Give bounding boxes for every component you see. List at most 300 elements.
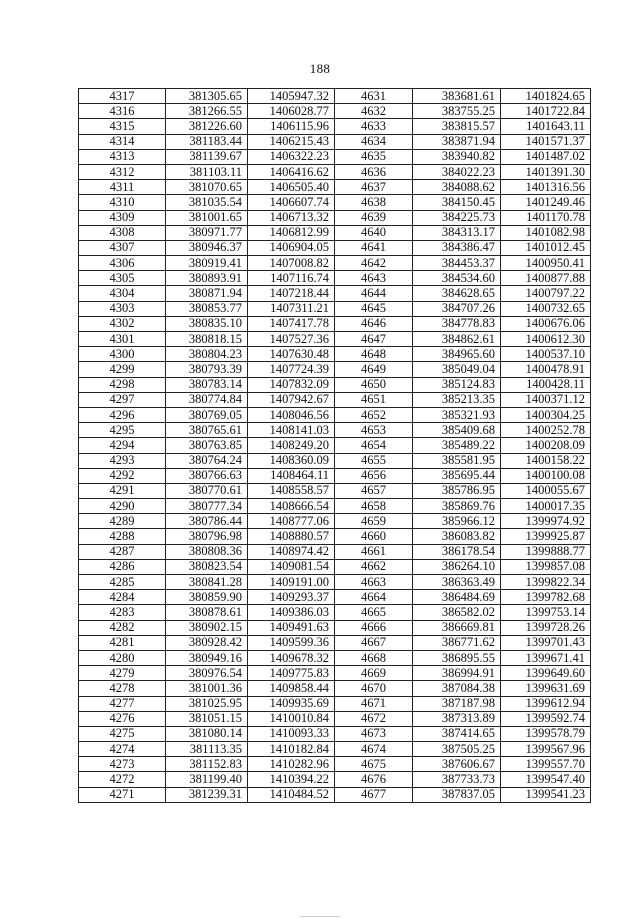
table-row xyxy=(79,787,591,802)
table-cell-y-b: 1400371.12 xyxy=(501,392,591,407)
table-cell-point-a: 4310 xyxy=(79,195,166,210)
table-row xyxy=(79,347,591,362)
table-cell-x-a: 381051.15 xyxy=(166,711,248,726)
table-cell-x-a: 381266.55 xyxy=(166,104,248,119)
table-cell-x-a: 380859.90 xyxy=(166,590,248,605)
table-row xyxy=(79,757,591,772)
table-cell-x-b: 384150.45 xyxy=(413,195,501,210)
table-cell-y-b: 1400252.78 xyxy=(501,423,591,438)
table-cell-point-a: 4284 xyxy=(79,590,166,605)
table-cell-x-b: 384386.47 xyxy=(413,240,501,255)
table-cell-x-b: 386264.10 xyxy=(413,559,501,574)
page-number: 188 xyxy=(309,61,331,76)
table-cell-point-b: 4648 xyxy=(335,347,413,362)
table-cell-point-b: 4631 xyxy=(335,89,413,104)
table-cell-y-b: 1401391.30 xyxy=(501,164,591,179)
table-cell-point-b: 4645 xyxy=(335,301,413,316)
table-row xyxy=(79,499,591,514)
table-cell-x-a: 380818.15 xyxy=(166,332,248,347)
table-cell-x-b: 385321.93 xyxy=(413,407,501,422)
table-cell-x-a: 381183.44 xyxy=(166,134,248,149)
table-row xyxy=(79,271,591,286)
table-row xyxy=(79,362,591,377)
table-cell-x-b: 386484.69 xyxy=(413,590,501,605)
table-cell-y-b: 1399671.41 xyxy=(501,650,591,665)
table-cell-x-b: 386895.55 xyxy=(413,650,501,665)
table-cell-x-a: 380764.24 xyxy=(166,453,248,468)
table-cell-y-b: 1399612.94 xyxy=(501,696,591,711)
table-cell-point-b: 4656 xyxy=(335,468,413,483)
table-row xyxy=(79,104,591,119)
table-cell-x-b: 384862.61 xyxy=(413,332,501,347)
table-cell-point-a: 4292 xyxy=(79,468,166,483)
table-cell-point-b: 4677 xyxy=(335,787,413,802)
table-cell-point-a: 4304 xyxy=(79,286,166,301)
table-cell-point-a: 4306 xyxy=(79,256,166,271)
table-cell-y-b: 1401487.02 xyxy=(501,149,591,164)
table-cell-y-a: 1409678.32 xyxy=(248,650,335,665)
table-cell-x-b: 386178.54 xyxy=(413,544,501,559)
table-cell-point-b: 4642 xyxy=(335,256,413,271)
table-cell-y-b: 1399728.26 xyxy=(501,620,591,635)
table-cell-x-a: 380841.28 xyxy=(166,575,248,590)
table-cell-x-a: 381152.83 xyxy=(166,757,248,772)
table-row xyxy=(79,666,591,681)
table-cell-point-b: 4655 xyxy=(335,453,413,468)
table-cell-x-a: 381239.31 xyxy=(166,787,248,802)
table-cell-y-b: 1400732.65 xyxy=(501,301,591,316)
table-cell-x-a: 380763.85 xyxy=(166,438,248,453)
table-cell-point-a: 4287 xyxy=(79,544,166,559)
table-cell-y-a: 1408558.57 xyxy=(248,483,335,498)
table-cell-x-b: 387414.65 xyxy=(413,726,501,741)
table-cell-y-a: 1408464.11 xyxy=(248,468,335,483)
table-cell-point-a: 4293 xyxy=(79,453,166,468)
table-cell-y-a: 1407311.21 xyxy=(248,301,335,316)
table-cell-x-b: 385049.04 xyxy=(413,362,501,377)
table-cell-point-a: 4280 xyxy=(79,650,166,665)
table-cell-point-a: 4289 xyxy=(79,514,166,529)
table-cell-point-a: 4291 xyxy=(79,483,166,498)
table-cell-y-a: 1406713.32 xyxy=(248,210,335,225)
table-cell-y-b: 1399857.08 xyxy=(501,559,591,574)
table-row xyxy=(79,89,591,104)
table-cell-point-b: 4650 xyxy=(335,377,413,392)
table-cell-x-a: 380919.41 xyxy=(166,256,248,271)
table-row xyxy=(79,529,591,544)
table-cell-point-b: 4659 xyxy=(335,514,413,529)
table-cell-y-a: 1406028.77 xyxy=(248,104,335,119)
table-cell-y-b: 1400797.22 xyxy=(501,286,591,301)
table-cell-x-b: 384707.26 xyxy=(413,301,501,316)
table-cell-point-b: 4646 xyxy=(335,316,413,331)
table-cell-x-b: 383871.94 xyxy=(413,134,501,149)
table-cell-point-b: 4672 xyxy=(335,711,413,726)
table-cell-y-a: 1408974.42 xyxy=(248,544,335,559)
table-cell-x-b: 386582.02 xyxy=(413,605,501,620)
table-cell-point-a: 4311 xyxy=(79,180,166,195)
table-cell-y-a: 1408777.06 xyxy=(248,514,335,529)
table-cell-x-a: 380786.44 xyxy=(166,514,248,529)
table-cell-y-a: 1409386.03 xyxy=(248,605,335,620)
table-cell-y-a: 1407218.44 xyxy=(248,286,335,301)
table-cell-point-a: 4297 xyxy=(79,392,166,407)
table-cell-y-a: 1406215.43 xyxy=(248,134,335,149)
table-cell-x-a: 380808.36 xyxy=(166,544,248,559)
table-cell-x-a: 380783.14 xyxy=(166,377,248,392)
table-cell-point-b: 4675 xyxy=(335,757,413,772)
table-cell-y-b: 1401722.84 xyxy=(501,104,591,119)
table-cell-point-b: 4657 xyxy=(335,483,413,498)
table-cell-point-b: 4664 xyxy=(335,590,413,605)
table-cell-y-a: 1410394.22 xyxy=(248,772,335,787)
table-cell-x-a: 380777.34 xyxy=(166,499,248,514)
table-cell-point-b: 4661 xyxy=(335,544,413,559)
table-row xyxy=(79,377,591,392)
table-cell-x-b: 384225.73 xyxy=(413,210,501,225)
table-cell-point-b: 4654 xyxy=(335,438,413,453)
table-row xyxy=(79,210,591,225)
table-cell-x-b: 386669.81 xyxy=(413,620,501,635)
table-cell-point-a: 4294 xyxy=(79,438,166,453)
table-cell-point-b: 4639 xyxy=(335,210,413,225)
bottom-edge-mark xyxy=(300,916,340,917)
table-cell-point-a: 4274 xyxy=(79,742,166,757)
table-cell-point-a: 4315 xyxy=(79,119,166,134)
table-cell-point-b: 4635 xyxy=(335,149,413,164)
table-cell-x-a: 380949.16 xyxy=(166,650,248,665)
table-cell-y-b: 1401170.78 xyxy=(501,210,591,225)
table-cell-x-b: 385124.83 xyxy=(413,377,501,392)
table-cell-y-a: 1409599.36 xyxy=(248,635,335,650)
table-cell-x-a: 380774.84 xyxy=(166,392,248,407)
table-cell-x-a: 381001.65 xyxy=(166,210,248,225)
table-cell-point-a: 4296 xyxy=(79,407,166,422)
table-row xyxy=(79,681,591,696)
table-cell-point-a: 4309 xyxy=(79,210,166,225)
table-row xyxy=(79,407,591,422)
table-row xyxy=(79,772,591,787)
table-cell-point-b: 4652 xyxy=(335,407,413,422)
table-row xyxy=(79,544,591,559)
table-cell-x-a: 380971.77 xyxy=(166,225,248,240)
table-cell-point-b: 4636 xyxy=(335,164,413,179)
table-cell-point-a: 4301 xyxy=(79,332,166,347)
table-cell-y-a: 1410010.84 xyxy=(248,711,335,726)
table-cell-point-b: 4632 xyxy=(335,104,413,119)
table-cell-y-a: 1408046.56 xyxy=(248,407,335,422)
table-cell-point-a: 4314 xyxy=(79,134,166,149)
table-cell-point-a: 4299 xyxy=(79,362,166,377)
table-cell-point-a: 4317 xyxy=(79,89,166,104)
table-cell-point-b: 4667 xyxy=(335,635,413,650)
table-cell-x-a: 381080.14 xyxy=(166,726,248,741)
table-cell-y-b: 1399888.77 xyxy=(501,544,591,559)
table-cell-point-a: 4300 xyxy=(79,347,166,362)
table-cell-y-b: 1399547.40 xyxy=(501,772,591,787)
table-cell-x-b: 383940.82 xyxy=(413,149,501,164)
table-cell-x-b: 387084.38 xyxy=(413,681,501,696)
table-cell-x-b: 383681.61 xyxy=(413,89,501,104)
table-cell-x-a: 380871.94 xyxy=(166,286,248,301)
table-cell-y-b: 1400537.10 xyxy=(501,347,591,362)
table-row xyxy=(79,453,591,468)
table-cell-y-b: 1399822.34 xyxy=(501,575,591,590)
table-row xyxy=(79,726,591,741)
table-cell-y-a: 1406812.99 xyxy=(248,225,335,240)
table-cell-y-a: 1407527.36 xyxy=(248,332,335,347)
table-cell-point-a: 4286 xyxy=(79,559,166,574)
table-cell-x-a: 380765.61 xyxy=(166,423,248,438)
coordinates-table-body xyxy=(79,89,591,803)
table-cell-x-b: 387837.05 xyxy=(413,787,501,802)
table-row xyxy=(79,605,591,620)
table-cell-y-b: 1400612.30 xyxy=(501,332,591,347)
table-cell-y-a: 1407832.09 xyxy=(248,377,335,392)
table-cell-x-b: 384534.60 xyxy=(413,271,501,286)
table-cell-point-b: 4666 xyxy=(335,620,413,635)
table-cell-y-a: 1407724.39 xyxy=(248,362,335,377)
table-cell-x-a: 380946.37 xyxy=(166,240,248,255)
table-cell-x-a: 380976.54 xyxy=(166,666,248,681)
coordinates-table xyxy=(78,88,591,803)
table-cell-y-b: 1399578.79 xyxy=(501,726,591,741)
table-cell-x-b: 383815.57 xyxy=(413,119,501,134)
table-cell-y-b: 1400055.67 xyxy=(501,483,591,498)
table-cell-point-a: 4316 xyxy=(79,104,166,119)
table-cell-x-b: 384088.62 xyxy=(413,180,501,195)
table-cell-x-a: 381103.11 xyxy=(166,164,248,179)
table-cell-point-b: 4641 xyxy=(335,240,413,255)
table-cell-point-a: 4305 xyxy=(79,271,166,286)
table-cell-y-a: 1409491.63 xyxy=(248,620,335,635)
table-cell-point-a: 4277 xyxy=(79,696,166,711)
table-cell-x-b: 385869.76 xyxy=(413,499,501,514)
table-cell-x-a: 380823.54 xyxy=(166,559,248,574)
table-row xyxy=(79,468,591,483)
table-cell-x-b: 383755.25 xyxy=(413,104,501,119)
table-cell-x-b: 386363.49 xyxy=(413,575,501,590)
table-cell-y-b: 1399631.69 xyxy=(501,681,591,696)
table-cell-point-b: 4637 xyxy=(335,180,413,195)
table-cell-x-b: 387505.25 xyxy=(413,742,501,757)
table-cell-y-b: 1399701.43 xyxy=(501,635,591,650)
table-cell-x-a: 381305.65 xyxy=(166,89,248,104)
table-cell-point-a: 4312 xyxy=(79,164,166,179)
table-cell-y-a: 1409775.83 xyxy=(248,666,335,681)
table-cell-y-a: 1408666.54 xyxy=(248,499,335,514)
table-cell-point-b: 4649 xyxy=(335,362,413,377)
table-cell-x-b: 385213.35 xyxy=(413,392,501,407)
table-cell-y-b: 1400304.25 xyxy=(501,407,591,422)
table-row xyxy=(79,164,591,179)
table-row xyxy=(79,514,591,529)
table-cell-y-a: 1408141.03 xyxy=(248,423,335,438)
table-cell-point-a: 4283 xyxy=(79,605,166,620)
table-cell-x-a: 381035.54 xyxy=(166,195,248,210)
table-cell-y-b: 1400428.11 xyxy=(501,377,591,392)
table-cell-y-a: 1406416.62 xyxy=(248,164,335,179)
table-cell-x-b: 385966.12 xyxy=(413,514,501,529)
table-cell-point-b: 4673 xyxy=(335,726,413,741)
table-cell-x-b: 384453.37 xyxy=(413,256,501,271)
table-cell-y-a: 1410182.84 xyxy=(248,742,335,757)
table-cell-x-a: 380853.77 xyxy=(166,301,248,316)
table-cell-x-b: 385695.44 xyxy=(413,468,501,483)
table-row xyxy=(79,286,591,301)
table-cell-y-a: 1409935.69 xyxy=(248,696,335,711)
table-cell-point-b: 4644 xyxy=(335,286,413,301)
table-row xyxy=(79,392,591,407)
table-cell-x-b: 386083.82 xyxy=(413,529,501,544)
table-cell-x-a: 380804.23 xyxy=(166,347,248,362)
table-cell-y-b: 1400158.22 xyxy=(501,453,591,468)
table-row xyxy=(79,240,591,255)
table-row xyxy=(79,696,591,711)
table-cell-x-a: 380769.05 xyxy=(166,407,248,422)
table-cell-x-a: 381001.36 xyxy=(166,681,248,696)
table-cell-x-a: 380878.61 xyxy=(166,605,248,620)
table-cell-y-a: 1408360.09 xyxy=(248,453,335,468)
table-cell-point-b: 4634 xyxy=(335,134,413,149)
table-cell-point-b: 4663 xyxy=(335,575,413,590)
table-cell-point-b: 4633 xyxy=(335,119,413,134)
table-cell-y-b: 1401012.45 xyxy=(501,240,591,255)
table-cell-x-b: 384965.60 xyxy=(413,347,501,362)
table-cell-x-b: 387187.98 xyxy=(413,696,501,711)
table-cell-x-a: 381025.95 xyxy=(166,696,248,711)
table-cell-y-a: 1406115.96 xyxy=(248,119,335,134)
table-cell-x-b: 385489.22 xyxy=(413,438,501,453)
table-cell-x-b: 387733.73 xyxy=(413,772,501,787)
table-cell-y-b: 1399782.68 xyxy=(501,590,591,605)
table-cell-x-a: 380893.91 xyxy=(166,271,248,286)
table-row xyxy=(79,256,591,271)
table-row xyxy=(79,301,591,316)
table-cell-point-a: 4303 xyxy=(79,301,166,316)
table-cell-point-b: 4651 xyxy=(335,392,413,407)
table-cell-y-a: 1406607.74 xyxy=(248,195,335,210)
table-cell-x-b: 386994.91 xyxy=(413,666,501,681)
table-cell-point-b: 4653 xyxy=(335,423,413,438)
table-cell-y-b: 1400017.35 xyxy=(501,499,591,514)
table-cell-y-a: 1406904.05 xyxy=(248,240,335,255)
table-cell-x-a: 380770.61 xyxy=(166,483,248,498)
table-row xyxy=(79,195,591,210)
table-cell-x-a: 380793.39 xyxy=(166,362,248,377)
table-cell-point-a: 4278 xyxy=(79,681,166,696)
table-cell-point-a: 4275 xyxy=(79,726,166,741)
table-cell-point-a: 4282 xyxy=(79,620,166,635)
table-cell-y-a: 1407630.48 xyxy=(248,347,335,362)
table-cell-y-a: 1409293.37 xyxy=(248,590,335,605)
table-cell-point-b: 4658 xyxy=(335,499,413,514)
table-cell-y-b: 1401249.46 xyxy=(501,195,591,210)
table-cell-x-b: 386771.62 xyxy=(413,635,501,650)
table-cell-point-a: 4276 xyxy=(79,711,166,726)
table-cell-point-a: 4313 xyxy=(79,149,166,164)
table-cell-point-b: 4674 xyxy=(335,742,413,757)
table-cell-point-a: 4308 xyxy=(79,225,166,240)
table-cell-point-b: 4647 xyxy=(335,332,413,347)
table-cell-x-a: 380835.10 xyxy=(166,316,248,331)
table-row xyxy=(79,134,591,149)
table-cell-point-b: 4660 xyxy=(335,529,413,544)
table-row xyxy=(79,483,591,498)
table-cell-x-b: 384628.65 xyxy=(413,286,501,301)
table-cell-y-a: 1406505.40 xyxy=(248,180,335,195)
table-cell-y-a: 1407116.74 xyxy=(248,271,335,286)
table-cell-point-a: 4307 xyxy=(79,240,166,255)
table-cell-y-b: 1399541.23 xyxy=(501,787,591,802)
table-cell-x-a: 381113.35 xyxy=(166,742,248,757)
table-cell-y-a: 1409858.44 xyxy=(248,681,335,696)
table-cell-point-b: 4671 xyxy=(335,696,413,711)
table-cell-point-a: 4295 xyxy=(79,423,166,438)
table-cell-y-b: 1399974.92 xyxy=(501,514,591,529)
table-cell-y-b: 1401571.37 xyxy=(501,134,591,149)
table-cell-y-a: 1409081.54 xyxy=(248,559,335,574)
table-cell-x-b: 385786.95 xyxy=(413,483,501,498)
table-cell-y-b: 1399925.87 xyxy=(501,529,591,544)
table-row xyxy=(79,620,591,635)
table-cell-x-a: 381139.67 xyxy=(166,149,248,164)
table-cell-y-a: 1408249.20 xyxy=(248,438,335,453)
table-cell-y-b: 1400877.88 xyxy=(501,271,591,286)
table-row xyxy=(79,423,591,438)
table-row xyxy=(79,590,591,605)
table-row xyxy=(79,559,591,574)
table-row xyxy=(79,180,591,195)
table-cell-y-b: 1400478.91 xyxy=(501,362,591,377)
table-row xyxy=(79,149,591,164)
table-cell-x-a: 381226.60 xyxy=(166,119,248,134)
table-cell-y-a: 1410484.52 xyxy=(248,787,335,802)
table-cell-y-b: 1401824.65 xyxy=(501,89,591,104)
table-cell-y-b: 1401643.11 xyxy=(501,119,591,134)
table-cell-y-b: 1400208.09 xyxy=(501,438,591,453)
table-cell-y-b: 1399557.70 xyxy=(501,757,591,772)
table-cell-point-a: 4285 xyxy=(79,575,166,590)
table-cell-point-b: 4640 xyxy=(335,225,413,240)
table-cell-x-b: 384022.23 xyxy=(413,164,501,179)
table-cell-point-b: 4676 xyxy=(335,772,413,787)
table-cell-point-b: 4643 xyxy=(335,271,413,286)
table-cell-y-b: 1399753.14 xyxy=(501,605,591,620)
table-row xyxy=(79,225,591,240)
table-row xyxy=(79,711,591,726)
table-row xyxy=(79,635,591,650)
table-cell-x-b: 384778.83 xyxy=(413,316,501,331)
table-cell-x-b: 385409.68 xyxy=(413,423,501,438)
table-row xyxy=(79,575,591,590)
table-cell-y-b: 1400100.08 xyxy=(501,468,591,483)
table-cell-point-a: 4273 xyxy=(79,757,166,772)
table-cell-point-a: 4290 xyxy=(79,499,166,514)
table-cell-y-a: 1408880.57 xyxy=(248,529,335,544)
table-cell-y-a: 1410093.33 xyxy=(248,726,335,741)
table-cell-x-a: 380766.63 xyxy=(166,468,248,483)
table-cell-y-a: 1405947.32 xyxy=(248,89,335,104)
table-cell-x-a: 380902.15 xyxy=(166,620,248,635)
table-cell-point-a: 4288 xyxy=(79,529,166,544)
table-cell-x-a: 380928.42 xyxy=(166,635,248,650)
table-cell-x-b: 387606.67 xyxy=(413,757,501,772)
table-cell-x-a: 380796.98 xyxy=(166,529,248,544)
table-cell-y-b: 1399592.74 xyxy=(501,711,591,726)
table-row xyxy=(79,119,591,134)
table-cell-y-a: 1407417.78 xyxy=(248,316,335,331)
